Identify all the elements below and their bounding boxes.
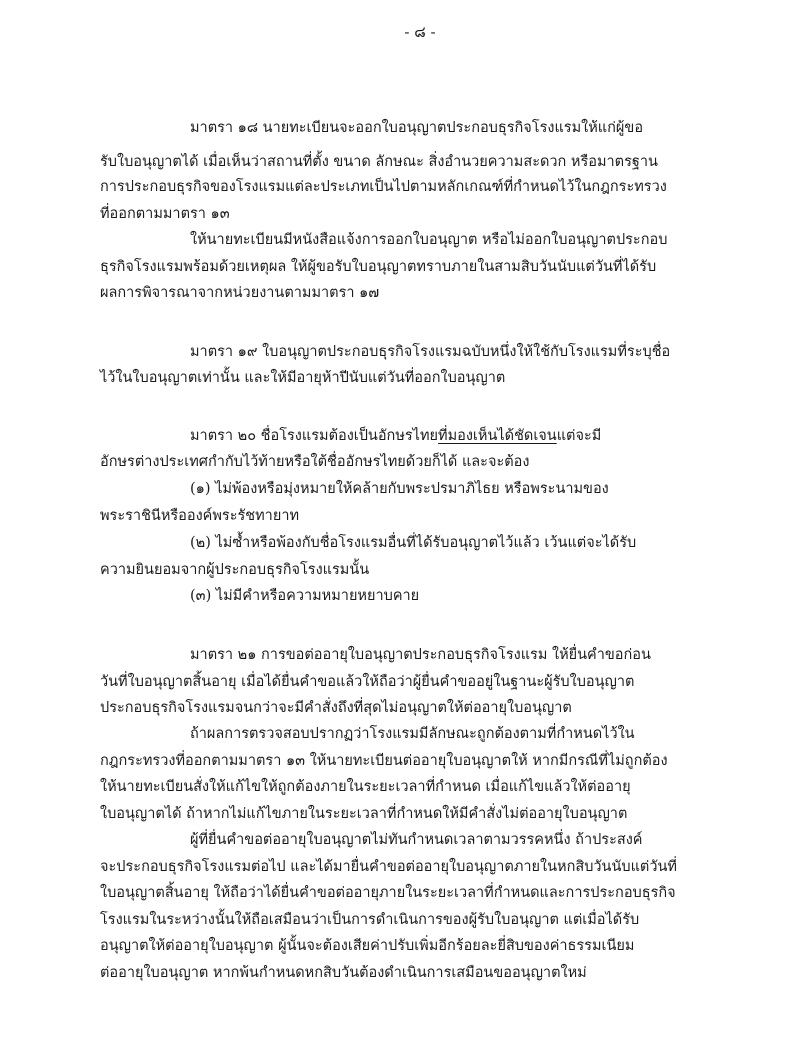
text-line: ให้นายทะเบียนมีหนังสือแจ้งการออกใบอนุญาต หรือไม่ออกใบอนุญาตประกอบ — [190, 232, 668, 248]
text-line: ใบอนุญาตได้ ถ้าหากไม่แก้ไขภายในระยะเวลาที่กำหนดให้มีคำสั่งไม่ต่ออายุใบอนุญาต — [100, 806, 628, 822]
text-line: ผู้ที่ยื่นคำขอต่ออายุใบอนุญาตไม่ทันกำหนดเวลาตามวรรคหนึ่ง ถ้าประสงค์ — [190, 832, 643, 848]
text-line: อักษรต่างประเทศกำกับไว้ท้ายหรือใต้ชื่ออักษรไทยด้วยก็ได้ และจะต้อง — [100, 454, 530, 470]
text-run: แต่จะมี — [556, 428, 602, 444]
text-line: ให้นายทะเบียนสั่งให้แก้ไขให้ถูกต้องภายในระยะเวลาที่กำหนด เมื่อแก้ไขแล้วให้ต่ออายุ — [100, 779, 631, 795]
text-line: ที่ออกตามมาตรา ๑๓ — [100, 206, 230, 222]
text-line: ธุรกิจโรงแรมพร้อมด้วยเหตุผล ให้ผู้ขอรับใบอนุญาตทราบภายในสามสิบวันนับแต่วันที่ได้รับ — [100, 259, 657, 275]
text-line: ใบอนุญาตสิ้นอายุ ให้ถือว่าได้ยื่นคำขอต่ออายุภายในระยะเวลาที่กำหนดและการประกอบธุรกิจ — [100, 885, 676, 901]
text-line: กฎกระทรวงที่ออกตามมาตรา ๑๓ ให้นายทะเบียนต่ออายุใบอนุญาตให้ หากมีกรณีที่ไม่ถูกต้อง — [100, 753, 668, 769]
underlined-text: ที่มองเห็นได้ชัดเจน — [438, 428, 557, 444]
text-line: ความยินยอมจากผู้ประกอบธุรกิจโรงแรมนั้น — [100, 562, 370, 578]
text-line: อนุญาตให้ต่ออายุใบอนุญาต ผู้นั้นจะต้องเสียค่าปรับเพิ่มอีกร้อยละยี่สิบของค่าธรรมเนียม — [100, 938, 635, 954]
text-line: ต่ออายุใบอนุญาต หากพ้นกำหนดหกสิบวันต้องดำเนินการเสมือนขออนุญาตใหม่ — [100, 965, 587, 981]
text-line: ผลการพิจารณาจากหน่วยงานตามมาตรา ๑๗ — [100, 285, 380, 301]
text-line: โรงแรมในระหว่างนั้นให้ถือเสมือนว่าเป็นการดำเนินการของผู้รับใบอนุญาต แต่เมื่อได้รับ — [100, 912, 640, 928]
text-line — [190, 426, 601, 450]
text-line: วันที่ใบอนุญาตสิ้นอายุ เมื่อได้ยื่นคำขอแล้วให้ถือว่าผู้ยื่นคำขออยู่ในฐานะผู้รับใบอนุญาต — [100, 674, 635, 690]
text-line: พระราชินีหรือองค์พระรัชทายาท — [100, 508, 300, 524]
page-number: - ๘ - — [404, 23, 436, 41]
text-line: (๓) ไม่มีคำหรือความหมายหยาบคาย — [190, 588, 420, 604]
text-line: (๑) ไม่พ้องหรือมุ่งหมายให้คล้ายกับพระปรมาภิไธย หรือพระนามของ — [190, 481, 609, 497]
text-run: มาตรา ๒๐ ชื่อโรงแรมต้องเป็นอักษรไทย — [190, 428, 439, 444]
text-line: ถ้าผลการตรวจสอบปรากฏว่าโรงแรมมีลักษณะถูกต้องตามที่กำหนดไว้ใน — [190, 726, 635, 742]
text-line: รับใบอนุญาตได้ เมื่อเห็นว่าสถานที่ตั้ง ขนาด ลักษณะ สิ่งอำนวยความสะดวก หรือมาตรฐาน — [100, 154, 658, 170]
text-line: ไว้ในใบอนุญาตเท่านั้น และให้มีอายุห้าปีนับแต่วันที่ออกใบอนุญาต — [100, 370, 506, 386]
text-line: ประกอบธุรกิจโรงแรมจนกว่าจะมีคำสั่งถึงที่สุดไม่อนุญาตให้ต่ออายุใบอนุญาต — [100, 700, 572, 716]
text-line: มาตรา ๑๙ ใบอนุญาตประกอบธุรกิจโรงแรมฉบับหนึ่งให้ใช้กับโรงแรมที่ระบุชื่อ — [190, 344, 671, 360]
text-line: มาตรา ๑๘ นายทะเบียนจะออกใบอนุญาตประกอบธุรกิจโรงแรมให้แก่ผู้ขอ — [190, 120, 644, 136]
text-line: มาตรา ๒๑ การขอต่ออายุใบอนุญาตประกอบธุรกิจโรงแรม ให้ยื่นคำขอก่อน — [190, 647, 651, 663]
text-line: จะประกอบธุรกิจโรงแรมต่อไป และได้มายื่นคำขอต่ออายุใบอนุญาตภายในหกสิบวันนับแต่วันที่ — [100, 859, 677, 875]
text-line: (๒) ไม่ซ้ำหรือพ้องกับชื่อโรงแรมอื่นที่ได้รับอนุญาตไว้แล้ว เว้นแต่จะได้รับ — [190, 535, 637, 551]
text-line: การประกอบธุรกิจของโรงแรมแต่ละประเภทเป็นไปตามหลักเกณฑ์ที่กำหนดไว้ในกฎกระทรวง — [100, 179, 667, 195]
